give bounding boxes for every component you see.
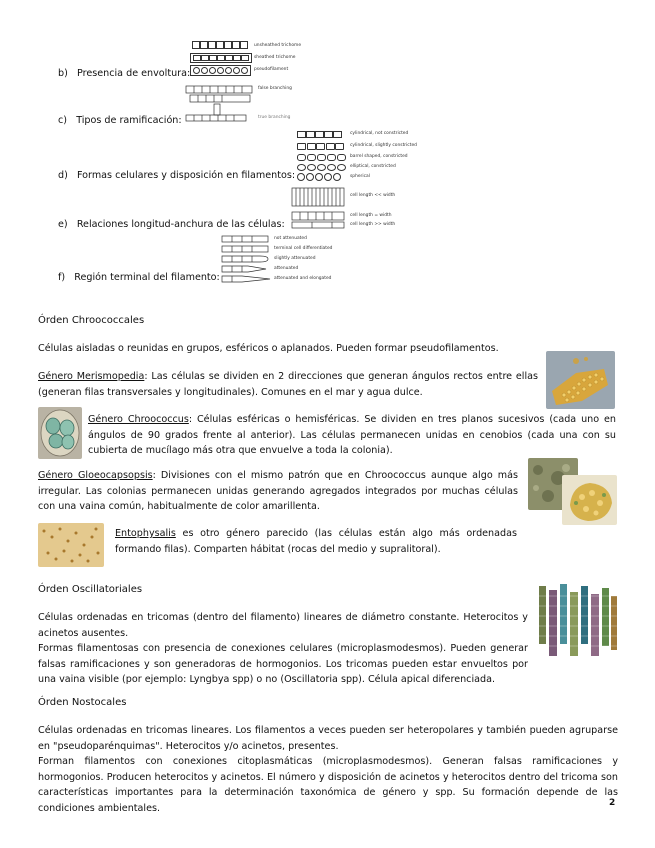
longitud-label-1: cell length = width (350, 213, 392, 218)
merismopedia-text: : Las células se dividen en 2 direcciones que generan ángulos rectos entre ellas (generan filas transversales y longitudinales). Comunes en el mar y agua dulce. (38, 371, 538, 398)
envoltura-label-0: unsheathed trichome (254, 43, 302, 48)
item-b (58, 68, 190, 79)
item-e-label: e) (58, 219, 68, 230)
terminal-label-4: attenuated and elongated (274, 276, 332, 281)
item-c-text: Tipos de ramificación: (76, 115, 182, 126)
item-f-label: f) (58, 272, 66, 283)
ramificacion-label-1: true branching (258, 115, 291, 120)
gloeocapsopsis-text: : Divisiones con el mismo patrón que en Chroococcus aunque algo más irregular. Las colonias permanecen unidas generando agregados integrados por muchas células con una vaina común, habitualmente de color amarillenta. (38, 470, 518, 512)
forma-label-0: cylindrical, not constricted (350, 131, 409, 136)
forma-label-3: elliptical, constricted (350, 164, 396, 169)
item-b-text: Presencia de envoltura: (77, 68, 191, 79)
oscillatoriales-image (535, 582, 619, 662)
chroococcus-text: : Células esféricas o hemisféricas. Se dividen en tres planos sucesivos (cada uno en ángulos de 90 grados frente al anterior). Las células permanecen unidas en cenobios (cada una con su cubierta de mucílago más otra que envuelve a toda la colonia). (88, 414, 616, 456)
terminal-label-0: not attenuated (274, 236, 307, 241)
longitud-label-0: cell length << width (350, 193, 396, 198)
oscillatoriales-p2: Formas filamentosas con presencia de conexiones celulares (microplasmodesmos). Pueden generar falsas ramificaciones y son generadoras de hormogonios. Los tricomas pueden estar envueltos por una vaina visible (por ejemplo: Lyngbya spp) o no (Oscillatoria spp). Célula apical diferenciada. (38, 643, 528, 685)
branching-drawing (184, 82, 256, 124)
nostocales-heading: Órden Nostocales (38, 697, 127, 708)
length-width-drawing (290, 186, 346, 230)
chroococcales-intro: Células aisladas o reunidas en grupos, esféricos o aplanados. Pueden formar pseudofilamentos. (38, 343, 499, 354)
entophysalis-genus: Entophysalis (115, 528, 176, 539)
item-d-text: Formas celulares y disposición en filamentos: (77, 170, 296, 181)
forma-row-2 (297, 153, 346, 161)
merismopedia-paragraph (38, 369, 538, 400)
forma-label-4: spherical (350, 174, 370, 179)
entophysalis-text: es otro género parecido (las células están algo más ordenadas formando filas). Comparten hábitat (rocas del medio y supralitoral). (115, 528, 517, 555)
terminal-label-1: terminal cell differentiated (274, 246, 333, 251)
merismopedia-image (546, 351, 615, 409)
forma-row-1 (297, 142, 344, 150)
item-c (58, 115, 182, 126)
item-b-label: b) (58, 68, 68, 79)
oscillatoriales-heading: Órden Oscillatoriales (38, 584, 143, 595)
gloeocapsopsis-paragraph (38, 468, 518, 515)
item-e-text: Relaciones longitud-anchura de las células: (76, 219, 285, 230)
item-f-text: Región terminal del filamento: (74, 272, 220, 283)
terminal-label-3: attenuated (274, 266, 299, 271)
longitud-label-2: cell length >> width (350, 222, 396, 227)
nostocales-p1: Células ordenadas en tricomas lineares. Los filamentos a veces pueden ser heteropolares y también pueden agruparse en "pseudoparénquimas". Heterocitos y/o acinetos, presentes. (38, 725, 618, 752)
gloeocapsopsis-image-2 (562, 475, 617, 525)
entophysalis-image (38, 523, 104, 567)
entophysalis-paragraph (115, 526, 517, 557)
ramificacion-label-0: false branching (258, 86, 292, 91)
gloeocapsopsis-genus: Género Gloeocapsopsis (38, 470, 153, 481)
merismopedia-genus: Género Merismopedia (38, 371, 145, 382)
forma-row-4 (297, 173, 341, 181)
filament-pseudo (190, 65, 251, 76)
item-d (58, 170, 295, 181)
oscillatoriales-p1: Células ordenadas en tricomas (dentro del filamento) lineares de diámetro constante. Heterocitos y acinetos ausentes. (38, 612, 528, 639)
forma-row-0 (297, 130, 342, 138)
chroococcus-paragraph (88, 412, 616, 459)
chroococcales-heading: Órden Chroococcales (38, 315, 145, 326)
terminal-drawing (218, 234, 272, 284)
forma-row-3 (297, 163, 346, 171)
item-d-label: d) (58, 170, 68, 181)
filament-unsheathed (192, 41, 248, 49)
forma-label-1: cylindrical, slightly constricted (350, 143, 417, 148)
envoltura-label-2: pseudofilament (254, 67, 289, 72)
chroococcus-genus: Género Chroococcus (88, 414, 189, 425)
item-f (58, 272, 220, 283)
filament-sheathed (190, 53, 252, 63)
chroococcus-image (38, 407, 82, 459)
nostocales-p2: Forman filamentos con conexiones citoplasmáticas (microplasmodesmos). Generan falsas ramificaciones y hormogonios. Producen heterocitos y acinetos. El número y disposición de acinetos y heterocitos dentro del tricoma son características importantes para la determinación taxonómica de género y spp. Su formación depende de las condiciones ambientales. (38, 756, 618, 814)
envoltura-label-1: sheathed trichome (254, 55, 296, 60)
forma-label-2: barrel shaped, constricted (350, 154, 408, 159)
terminal-label-2: slightly attenuated (274, 256, 316, 261)
item-e (58, 219, 285, 230)
item-c-label: c) (58, 115, 68, 126)
page-number: 2 (609, 798, 616, 808)
